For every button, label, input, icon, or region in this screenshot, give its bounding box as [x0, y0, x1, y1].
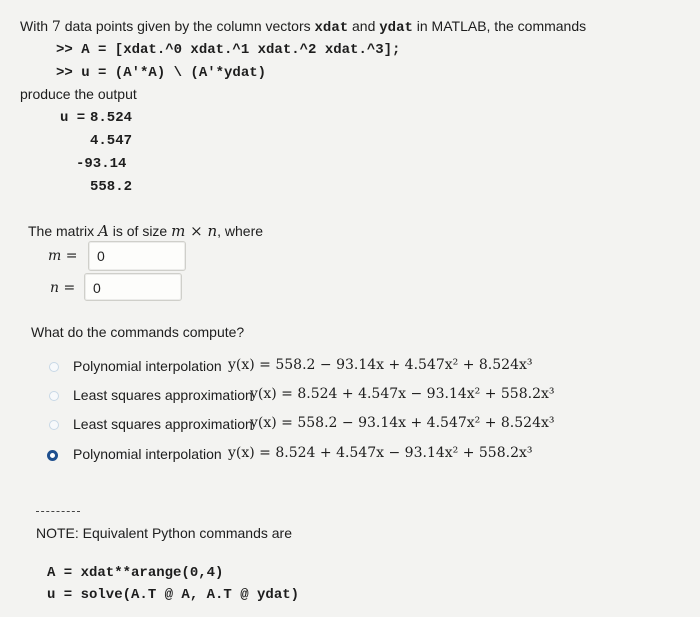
matrix-suffix: , where	[217, 223, 264, 239]
radio-option-1[interactable]	[49, 362, 59, 372]
option-4-formula: y(x) = 8.524 + 4.547x − 93.14x² + 558.2x³	[228, 445, 533, 461]
matlab-command-1: >> A = [xdat.^0 xdat.^1 xdat.^2 xdat.^3];	[56, 42, 401, 58]
intro-middle: data points given by the column vectors	[60, 18, 315, 34]
intro-var-ydat: ydat	[379, 20, 413, 36]
intro-prefix: With	[20, 18, 52, 34]
radio-option-2[interactable]	[49, 391, 59, 401]
intro-suffix: in MATLAB, the commands	[412, 18, 587, 34]
separator	[36, 511, 80, 512]
output-value-2: 4.547	[90, 133, 133, 149]
question-text: What do the commands compute?	[31, 324, 245, 340]
intro-and: and	[348, 18, 380, 34]
python-command-2: u = solve(A.T @ A, A.T @ ydat)	[47, 587, 300, 603]
intro-count: 7	[51, 19, 61, 35]
option-1-formula: y(x) = 558.2 − 93.14x + 4.547x² + 8.524x³	[228, 357, 533, 373]
matrix-dimensions: m × n	[171, 222, 218, 240]
matrix-symbol: A	[98, 222, 109, 240]
radio-option-4[interactable]	[47, 450, 58, 461]
m-label: m =	[48, 248, 78, 264]
output-value-1: 8.524	[90, 110, 133, 126]
intro-var-xdat: xdat	[314, 20, 349, 36]
matrix-mid: is of size	[108, 223, 172, 239]
n-input[interactable]: 0	[84, 273, 182, 301]
radio-option-3[interactable]	[49, 420, 59, 430]
matrix-prefix: The matrix	[28, 223, 99, 239]
intro-sentence	[20, 18, 586, 36]
option-2-kind: Least squares approximation	[73, 387, 253, 403]
note-text: NOTE: Equivalent Python commands are	[36, 525, 293, 541]
python-command-1: A = xdat**arange(0,4)	[47, 565, 224, 581]
matrix-size-question	[28, 222, 263, 240]
option-2-formula: y(x) = 8.524 + 4.547x − 93.14x² + 558.2x³	[250, 386, 555, 402]
m-input[interactable]: 0	[88, 241, 186, 271]
option-3-formula: y(x) = 558.2 − 93.14x + 4.547x² + 8.524x³	[250, 415, 555, 431]
output-label: u =	[60, 110, 86, 126]
output-value-3: -93.14	[76, 156, 127, 172]
matlab-command-2: >> u = (A'*A) \ (A'*ydat)	[56, 65, 267, 81]
produce-label: produce the output	[20, 86, 137, 102]
option-1-kind: Polynomial interpolation	[73, 358, 222, 374]
option-3-kind: Least squares approximation	[73, 416, 253, 432]
output-value-4: 558.2	[90, 179, 133, 195]
n-label: n =	[50, 280, 76, 296]
option-4-kind: Polynomial interpolation	[73, 446, 222, 462]
